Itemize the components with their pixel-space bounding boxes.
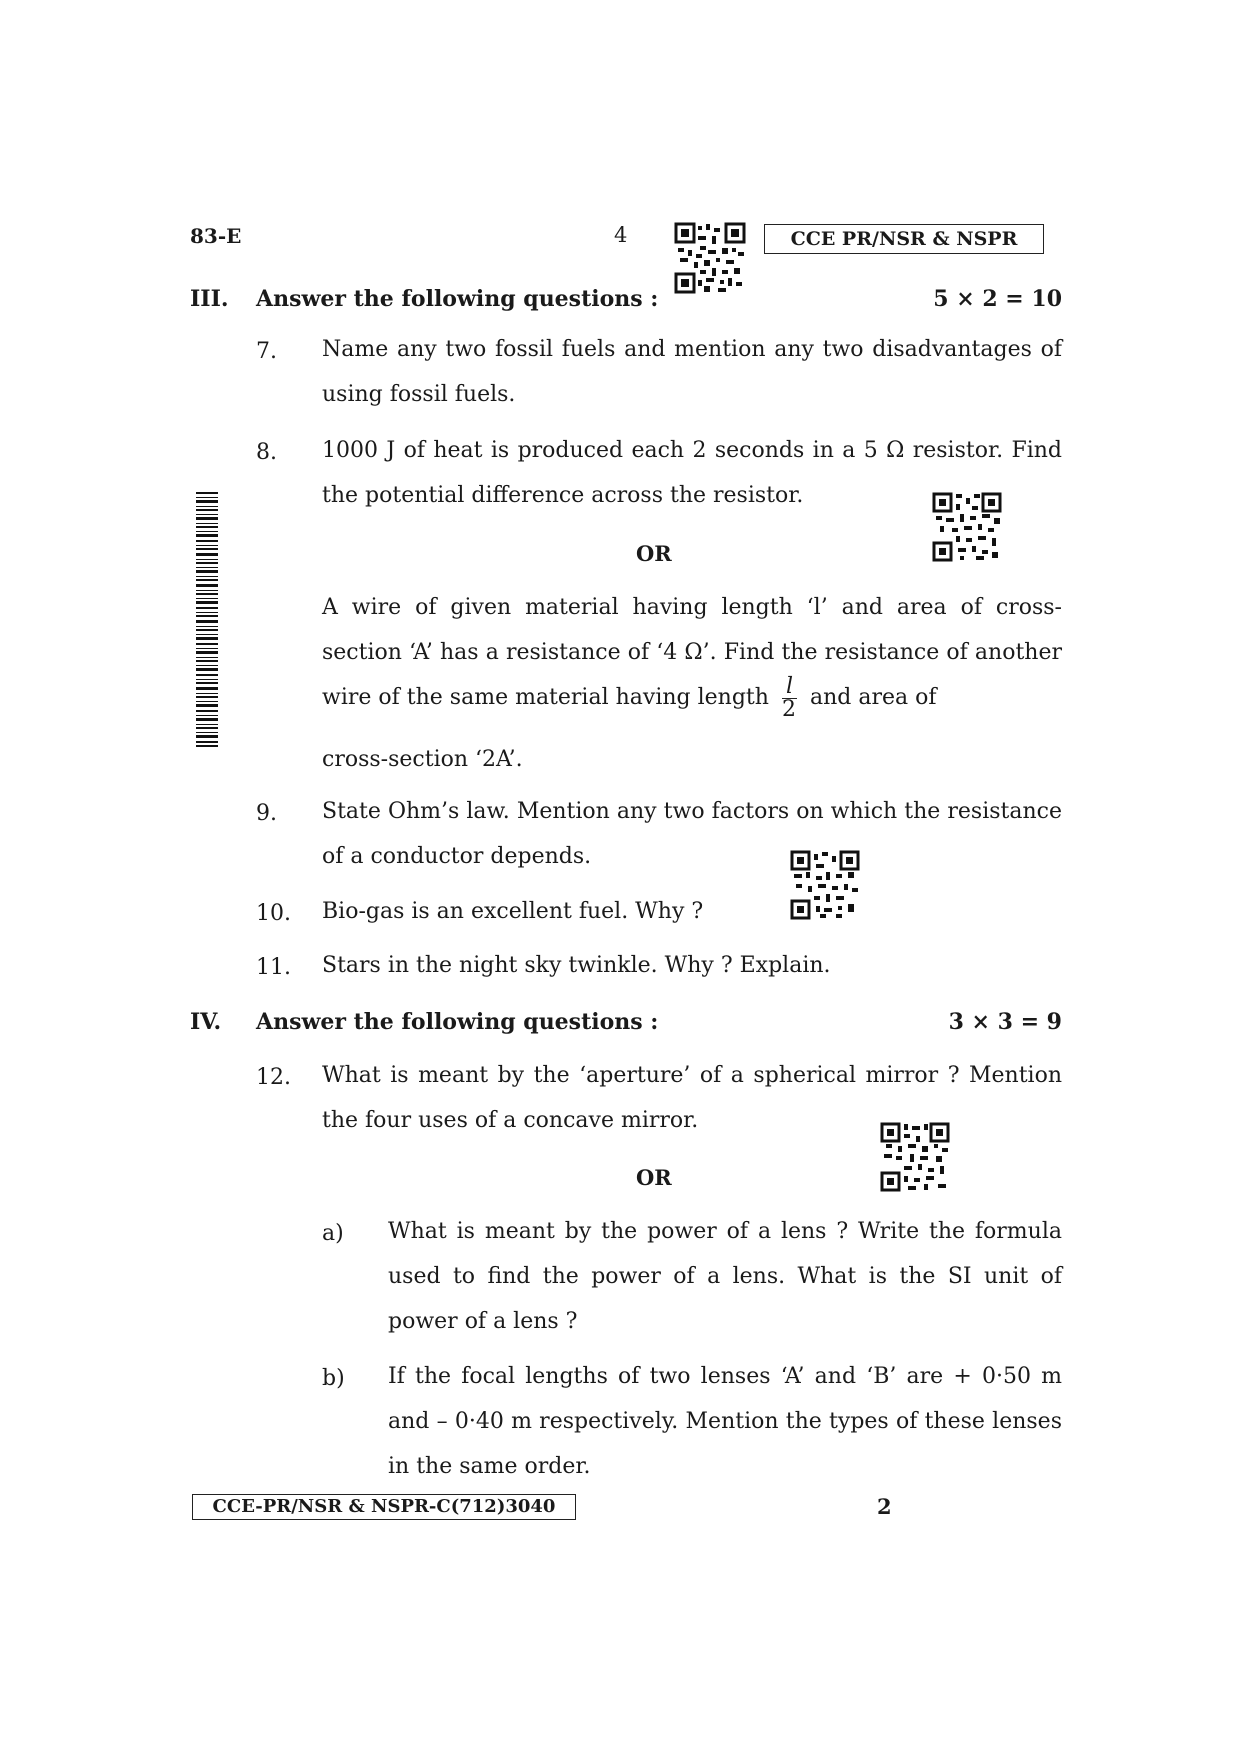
question-7-text: Name any two fossil fuels and mention any two disadvantages of using fossil fuels. <box>322 337 1062 407</box>
section-3-marks: 5 × 2 = 10 <box>933 286 1062 312</box>
question-12-or: OR <box>636 1165 672 1190</box>
question-8-alt-line1: A wire of given material having length ‘l’ and area of cross-section ‘A’ has a resistance of ‘4 Ω’. Find the resistance of another wire of the same material having length <box>322 595 1062 710</box>
section-4-numeral: IV. <box>190 1009 222 1035</box>
question-8-text: 1000 J of heat is produced each 2 seconds in a 5 Ω resistor. Find the potential difference across the resistor. <box>322 438 1062 508</box>
footer-box-label: CCE-PR/NSR & NSPR-C(712)3040 <box>192 1494 576 1520</box>
question-9-number: 9. <box>256 801 277 826</box>
question-12b-text: If the focal lengths of two lenses ‘A’ and ‘B’ are + 0·50 m and – 0·40 m respectively. Mention the types of these lenses in the same order. <box>388 1364 1062 1479</box>
question-8-alt-text <box>322 585 1062 721</box>
question-10-text: Bio-gas is an excellent fuel. Why ? <box>322 899 704 924</box>
paper-code: 83-E <box>190 224 242 248</box>
section-3-numeral: III. <box>190 286 229 312</box>
question-7-number: 7. <box>256 339 277 364</box>
section-4-title: Answer the following questions : <box>256 1009 659 1035</box>
question-11-number: 11. <box>256 955 291 980</box>
page-number-top: 4 <box>614 223 628 247</box>
question-10-number: 10. <box>256 901 291 926</box>
question-12a-label: a) <box>322 1221 344 1246</box>
section-4-marks: 3 × 3 = 9 <box>948 1009 1062 1035</box>
section-3-title: Answer the following questions : <box>256 286 659 312</box>
qr-code-header <box>674 222 746 294</box>
qr-code-q12 <box>880 1122 950 1192</box>
question-8-alt-line3: cross-section ‘2A’. <box>322 747 523 772</box>
question-9-text: State Ohm’s law. Mention any two factors on which the resistance of a conductor depends. <box>322 799 1062 869</box>
fraction-l-over-2 <box>781 673 797 722</box>
fraction-numerator: l <box>782 676 797 699</box>
question-12b-label: b) <box>322 1366 345 1391</box>
question-12-text: What is meant by the ‘aperture’ of a spherical mirror ? Mention the four uses of a concave mirror. <box>322 1063 1062 1133</box>
question-8-alt-line2: and area of <box>809 685 937 710</box>
fraction-denominator: 2 <box>781 696 796 722</box>
qr-code-q8 <box>932 492 1002 562</box>
question-12a-text: What is meant by the power of a lens ? Write the formula used to find the power of a lens. What is the SI unit of power of a lens ? <box>388 1219 1062 1334</box>
question-8-number: 8. <box>256 440 277 465</box>
question-11-text: Stars in the night sky twinkle. Why ? Explain. <box>322 953 831 978</box>
footer-page-number: 2 <box>877 1494 892 1519</box>
header-box-label: CCE PR/NSR & NSPR <box>764 224 1044 254</box>
question-8-or: OR <box>636 541 672 566</box>
barcode-icon <box>196 492 218 748</box>
question-12-number: 12. <box>256 1065 291 1090</box>
